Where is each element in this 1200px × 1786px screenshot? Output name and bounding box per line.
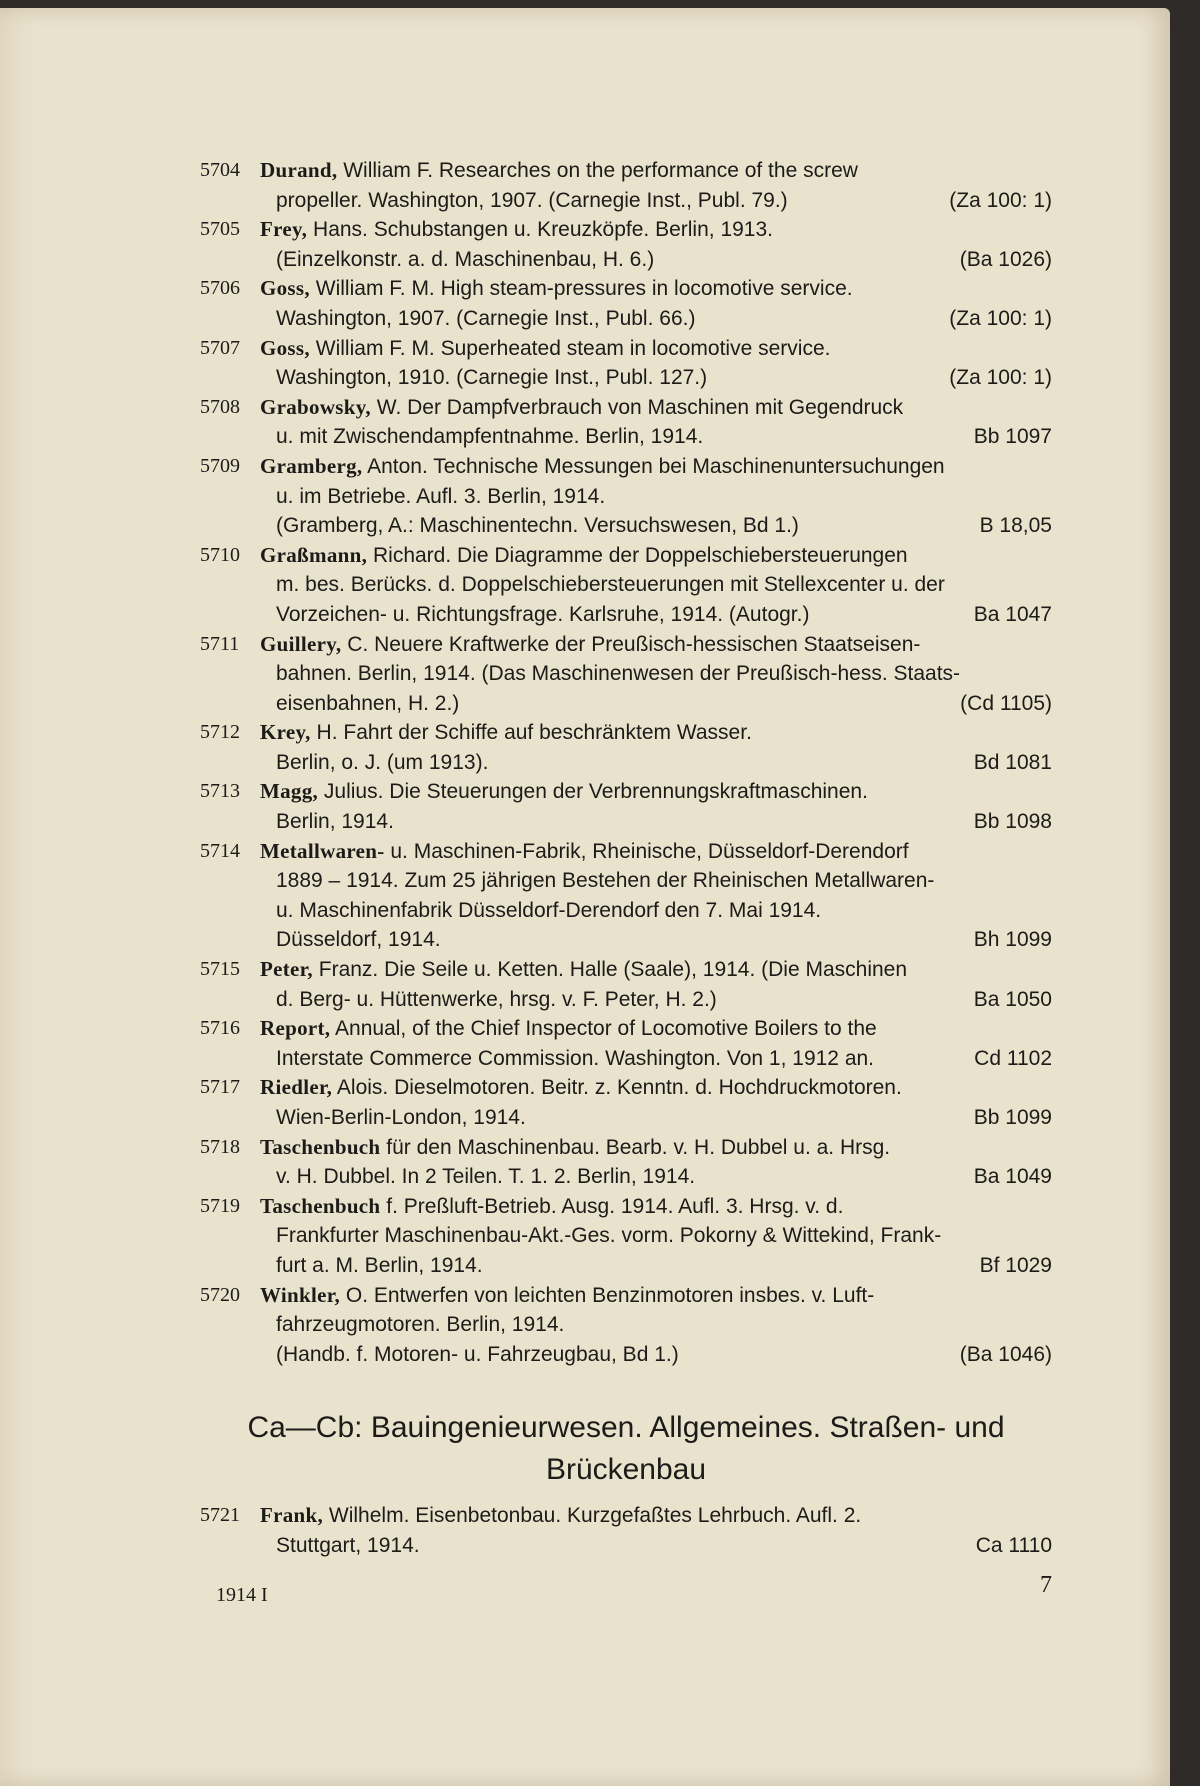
entry-text: H. Fahrt der Schiffe auf beschränktem Wasser. bbox=[316, 721, 752, 745]
entry-text: u. mit Zwischendampfentnahme. Berlin, 1914. bbox=[276, 425, 704, 449]
entry-author: Frey, bbox=[260, 217, 308, 242]
shelf-mark bbox=[1038, 866, 1052, 896]
shelf-mark bbox=[1038, 1310, 1052, 1340]
shelf-mark: Bb 1097 bbox=[973, 425, 1052, 449]
entry-text: 1889 – 1914. Zum 25 jährigen Bestehen der Rheinischen Metallwaren- bbox=[276, 869, 935, 893]
entry-number: 5719 bbox=[200, 1194, 240, 1217]
entry-author: Gramberg, bbox=[260, 453, 363, 478]
entry-text: Interstate Commerce Commission. Washington. Von 1, 1912 an. bbox=[276, 1046, 875, 1070]
entry-text: William F. M. High steam-pressures in locomotive service. bbox=[315, 277, 853, 301]
entry-list bbox=[200, 156, 1052, 1369]
shelf-mark bbox=[1038, 156, 1052, 186]
entry-author: Taschenbuch bbox=[260, 1193, 381, 1218]
entry-author: Report, bbox=[260, 1016, 331, 1041]
bibliography-entry bbox=[200, 156, 1052, 215]
shelf-mark: (Cd 1105) bbox=[960, 691, 1052, 715]
shelf-mark: Ba 1049 bbox=[973, 1165, 1052, 1189]
shelf-mark: (Ba 1046) bbox=[959, 1342, 1052, 1366]
entry-text: Alois. Dieselmotoren. Beitr. z. Kenntn. d. Hochdruckmotoren. bbox=[336, 1076, 902, 1100]
shelf-mark bbox=[1038, 1501, 1052, 1531]
shelf-mark bbox=[1038, 1133, 1052, 1163]
entry-line bbox=[260, 363, 1052, 393]
section-entry-list bbox=[200, 1501, 1052, 1560]
bibliography-entry bbox=[200, 1281, 1052, 1370]
entry-line bbox=[260, 334, 1052, 364]
entry-number: 5716 bbox=[200, 1017, 240, 1040]
shelf-mark: B 18,05 bbox=[979, 514, 1052, 538]
entry-author: Grabowsky, bbox=[260, 394, 371, 419]
bibliography-entry bbox=[200, 393, 1052, 452]
entry-text: Vorzeichen- u. Richtungsfrage. Karlsruhe, 1914. (Autogr.) bbox=[276, 602, 810, 626]
entry-author: Riedler, bbox=[260, 1075, 333, 1100]
entry-text: Berlin, o. J. (um 1913). bbox=[276, 750, 489, 774]
entry-text: für den Maschinenbau. Bearb. v. H. Dubbel u. a. Hrsg. bbox=[386, 1135, 891, 1159]
entry-text: (Einzelkonstr. a. d. Maschinenbau, H. 6.) bbox=[276, 247, 655, 271]
entry-text: William F. Researches on the performance of the screw bbox=[343, 159, 858, 182]
shelf-mark: Bf 1029 bbox=[979, 1253, 1052, 1277]
entry-line bbox=[260, 837, 1052, 867]
shelf-mark bbox=[1038, 1221, 1052, 1251]
entry-line bbox=[260, 511, 1052, 541]
entry-line bbox=[260, 1340, 1052, 1370]
shelf-mark bbox=[1038, 334, 1052, 364]
shelf-mark: Bh 1099 bbox=[973, 928, 1052, 952]
shelf-mark bbox=[1038, 1281, 1052, 1311]
entry-text: (Handb. f. Motoren- u. Fahrzeugbau, Bd 1.) bbox=[276, 1342, 679, 1366]
entry-author: Magg, bbox=[260, 779, 319, 804]
entry-line bbox=[260, 1221, 1052, 1251]
entry-text: Berlin, 1914. bbox=[276, 810, 394, 834]
entry-text: Wilhelm. Eisenbetonbau. Kurzgefaßtes Lehrbuch. Aufl. 2. bbox=[328, 1504, 862, 1528]
entry-line bbox=[260, 156, 1052, 186]
entry-number: 5708 bbox=[200, 395, 240, 418]
bibliography-entry bbox=[200, 215, 1052, 274]
entry-author: Winkler, bbox=[260, 1282, 341, 1307]
entry-author: Metallwaren- bbox=[260, 838, 385, 863]
entry-line bbox=[260, 1073, 1052, 1103]
page-content bbox=[200, 156, 1052, 1561]
shelf-mark bbox=[1038, 1073, 1052, 1103]
entry-number: 5718 bbox=[200, 1135, 240, 1158]
entry-text: Franz. Die Seile u. Ketten. Halle (Saale), 1914. (Die Maschinen bbox=[318, 958, 908, 982]
entry-line bbox=[260, 600, 1052, 630]
entry-line bbox=[260, 689, 1052, 719]
shelf-mark: (Za 100: 1) bbox=[949, 188, 1052, 212]
entry-line bbox=[260, 777, 1052, 807]
entry-author: Durand, bbox=[260, 158, 338, 182]
entry-text: d. Berg- u. Hüttenwerke, hrsg. v. F. Peter, H. 2.) bbox=[276, 987, 717, 1011]
entry-line bbox=[260, 1133, 1052, 1163]
entry-line bbox=[260, 718, 1052, 748]
entry-line bbox=[260, 955, 1052, 985]
entry-author: Goss, bbox=[260, 276, 310, 301]
entry-line bbox=[260, 866, 1052, 896]
entry-number: 5720 bbox=[200, 1283, 240, 1306]
shelf-mark bbox=[1038, 630, 1052, 660]
bibliography-entry bbox=[200, 955, 1052, 1014]
entry-line bbox=[260, 925, 1052, 955]
bibliography-entry bbox=[200, 1133, 1052, 1192]
shelf-mark: Bb 1098 bbox=[973, 810, 1052, 834]
bibliography-entry bbox=[200, 1192, 1052, 1281]
entry-number: 5707 bbox=[200, 336, 240, 359]
entry-text: Annual, of the Chief Inspector of Locomotive Boilers to the bbox=[335, 1017, 877, 1041]
entry-text: C. Neuere Kraftwerke der Preußisch-hessischen Staatseisen- bbox=[347, 632, 921, 656]
entry-text: Hans. Schubstangen u. Kreuzköpfe. Berlin, 1913. bbox=[313, 218, 773, 242]
entry-text: eisenbahnen, H. 2.) bbox=[276, 691, 460, 715]
bibliography-entry bbox=[200, 1073, 1052, 1132]
shelf-mark bbox=[1038, 718, 1052, 748]
entry-line bbox=[260, 630, 1052, 660]
section-heading-line1: Ca—Cb: Bauingenieurwesen. Allgemeines. Straßen- und bbox=[247, 1411, 1005, 1445]
section-heading bbox=[200, 1407, 1052, 1491]
entry-line bbox=[260, 1014, 1052, 1044]
bibliography-entry bbox=[200, 334, 1052, 393]
entry-text: Julius. Die Steuerungen der Verbrennungskraftmaschinen. bbox=[323, 780, 868, 804]
entry-line bbox=[260, 186, 1052, 216]
entry-text: Richard. Die Diagramme der Doppelschiebersteuerungen bbox=[372, 543, 908, 567]
page-number: 7 bbox=[1040, 1572, 1052, 1598]
entry-number: 5710 bbox=[200, 543, 240, 566]
entry-text: f. Preßluft-Betrieb. Ausg. 1914. Aufl. 3. Hrsg. v. d. bbox=[386, 1194, 844, 1218]
shelf-mark bbox=[1038, 570, 1052, 600]
shelf-mark bbox=[1038, 896, 1052, 926]
entry-number: 5714 bbox=[200, 839, 240, 862]
shelf-mark bbox=[1038, 1014, 1052, 1044]
shelf-mark bbox=[1038, 1192, 1052, 1222]
bibliography-entry bbox=[200, 777, 1052, 836]
entry-line bbox=[260, 985, 1052, 1015]
shelf-mark: (Za 100: 1) bbox=[949, 366, 1052, 390]
entry-line bbox=[260, 1044, 1052, 1074]
entry-number: 5721 bbox=[200, 1504, 240, 1527]
shelf-mark bbox=[1038, 482, 1052, 512]
entry-text: u. Maschinenfabrik Düsseldorf-Derendorf den 7. Mai 1914. bbox=[276, 898, 822, 922]
shelf-mark bbox=[1038, 837, 1052, 867]
entry-line bbox=[260, 245, 1052, 275]
entry-author: Peter, bbox=[260, 957, 313, 982]
entry-number: 5706 bbox=[200, 277, 240, 300]
bibliography-entry bbox=[200, 1501, 1052, 1560]
bibliography-entry bbox=[200, 541, 1052, 630]
entry-text: u. Maschinen-Fabrik, Rheinische, Düsseldorf-Derendorf bbox=[390, 839, 909, 863]
entry-text: furt a. M. Berlin, 1914. bbox=[276, 1253, 483, 1277]
entry-text: Anton. Technische Messungen bei Maschinenuntersuchungen bbox=[367, 454, 945, 478]
entry-line bbox=[260, 1281, 1052, 1311]
entry-line bbox=[260, 541, 1052, 571]
entry-line bbox=[260, 304, 1052, 334]
entry-line bbox=[260, 896, 1052, 926]
entry-text: Washington, 1910. (Carnegie Inst., Publ. 127.) bbox=[276, 366, 708, 390]
entry-line bbox=[260, 1531, 1052, 1561]
entry-number: 5717 bbox=[200, 1076, 240, 1099]
entry-author: Graßmann, bbox=[260, 542, 368, 567]
entry-number: 5704 bbox=[200, 159, 240, 181]
section-heading-line2: Brückenbau bbox=[545, 1453, 707, 1487]
shelf-mark bbox=[1038, 215, 1052, 245]
shelf-mark: Ba 1047 bbox=[973, 602, 1052, 626]
bibliography-entry bbox=[200, 630, 1052, 719]
shelf-mark bbox=[1038, 541, 1052, 571]
entry-text: O. Entwerfen von leichten Benzinmotoren insbes. v. Luft- bbox=[345, 1283, 875, 1307]
shelf-mark: (Ba 1026) bbox=[959, 247, 1052, 271]
entry-text: fahrzeugmotoren. Berlin, 1914. bbox=[276, 1313, 565, 1337]
document-page bbox=[0, 8, 1170, 1786]
entry-text: bahnen. Berlin, 1914. (Das Maschinenwesen der Preußisch-hess. Staats- bbox=[276, 662, 961, 686]
entry-number: 5705 bbox=[200, 218, 240, 241]
entry-line bbox=[260, 1251, 1052, 1281]
entry-line bbox=[260, 422, 1052, 452]
entry-line bbox=[260, 1162, 1052, 1192]
shelf-mark: Bb 1099 bbox=[973, 1106, 1052, 1129]
entry-text: Stuttgart, 1914. bbox=[276, 1533, 420, 1557]
entry-number: 5709 bbox=[200, 454, 240, 477]
entry-text: (Gramberg, A.: Maschinentechn. Versuchswesen, Bd 1.) bbox=[276, 514, 799, 538]
entry-number: 5713 bbox=[200, 780, 240, 803]
entry-text: u. im Betriebe. Aufl. 3. Berlin, 1914. bbox=[276, 484, 606, 508]
entry-text: W. Der Dampfverbrauch von Maschinen mit Gegendruck bbox=[376, 395, 904, 419]
entry-author: Frank, bbox=[260, 1503, 324, 1528]
entry-line bbox=[260, 570, 1052, 600]
entry-text: Wien-Berlin-London, 1914. bbox=[276, 1106, 526, 1129]
entry-line bbox=[260, 1501, 1052, 1531]
entry-line bbox=[260, 748, 1052, 778]
entry-author: Goss, bbox=[260, 335, 310, 360]
entry-line bbox=[260, 482, 1052, 512]
shelf-mark bbox=[1038, 274, 1052, 304]
bibliography-entry bbox=[200, 452, 1052, 541]
entry-line bbox=[260, 215, 1052, 245]
shelf-mark bbox=[1038, 659, 1052, 689]
entry-text: William F. M. Superheated steam in locomotive service. bbox=[315, 336, 831, 360]
entry-line bbox=[260, 807, 1052, 837]
bibliography-entry bbox=[200, 837, 1052, 955]
shelf-mark bbox=[1038, 777, 1052, 807]
entry-number: 5711 bbox=[200, 632, 240, 655]
shelf-mark bbox=[1038, 393, 1052, 423]
bibliography-entry bbox=[200, 718, 1052, 777]
entry-line bbox=[260, 274, 1052, 304]
entry-author: Taschenbuch bbox=[260, 1134, 381, 1159]
entry-line bbox=[260, 393, 1052, 423]
entry-text: Washington, 1907. (Carnegie Inst., Publ. 66.) bbox=[276, 306, 696, 330]
shelf-mark: Ba 1050 bbox=[973, 987, 1052, 1011]
shelf-mark: Bd 1081 bbox=[973, 750, 1052, 774]
shelf-mark bbox=[1038, 452, 1052, 482]
entry-line bbox=[260, 452, 1052, 482]
shelf-mark: Ca 1110 bbox=[975, 1533, 1052, 1557]
entry-text: m. bes. Berücks. d. Doppelschiebersteuerungen mit Stellexcenter u. der bbox=[276, 573, 945, 597]
shelf-mark bbox=[1038, 955, 1052, 985]
entry-line bbox=[260, 1192, 1052, 1222]
bibliography-entry bbox=[200, 1014, 1052, 1073]
entry-author: Guillery, bbox=[260, 631, 342, 656]
shelf-mark: Cd 1102 bbox=[974, 1046, 1052, 1070]
entry-text: Düsseldorf, 1914. bbox=[276, 928, 441, 952]
printer-signature: 1914 I bbox=[216, 1584, 268, 1606]
entry-line bbox=[260, 1310, 1052, 1340]
entry-author: Krey, bbox=[260, 720, 311, 745]
entry-number: 5712 bbox=[200, 721, 240, 744]
entry-line bbox=[260, 659, 1052, 689]
bibliography-entry bbox=[200, 274, 1052, 333]
entry-text: propeller. Washington, 1907. (Carnegie Inst., Publ. 79.) bbox=[276, 188, 788, 212]
entry-text: Frankfurter Maschinenbau-Akt.-Ges. vorm. Pokorny & Wittekind, Frank- bbox=[276, 1224, 942, 1248]
entry-number: 5715 bbox=[200, 958, 240, 981]
entry-line bbox=[260, 1103, 1052, 1133]
entry-text: v. H. Dubbel. In 2 Teilen. T. 1. 2. Berlin, 1914. bbox=[276, 1165, 696, 1189]
shelf-mark: (Za 100: 1) bbox=[949, 306, 1052, 330]
